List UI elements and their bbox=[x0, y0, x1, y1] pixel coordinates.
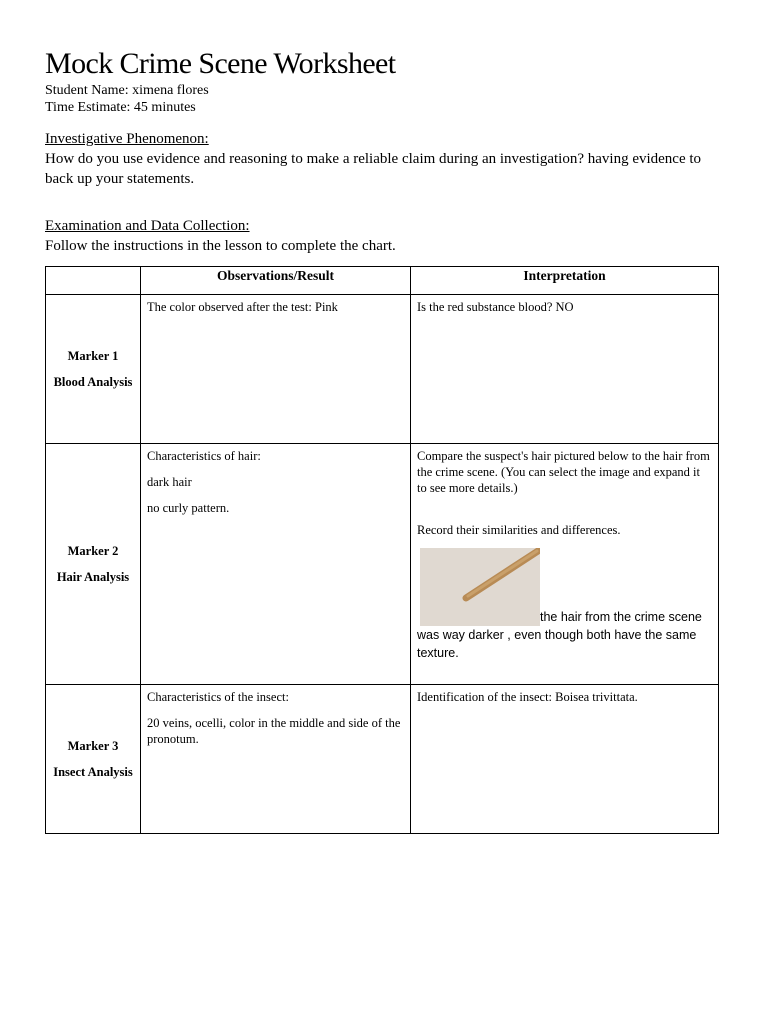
observation-cell[interactable] bbox=[141, 444, 411, 685]
interpretation-text: Is the red substance blood? NO bbox=[417, 300, 574, 314]
observation-cell[interactable] bbox=[141, 685, 411, 834]
interpretation-text: Record their similarities and differences. bbox=[417, 523, 621, 537]
observation-text: no curly pattern. bbox=[147, 501, 230, 515]
marker-label-cell bbox=[46, 295, 141, 444]
hair-comparison-answer: the hair from the crime scene was way darker , even though both have the same texture. bbox=[417, 610, 702, 660]
analysis-type: Insect Analysis bbox=[53, 765, 133, 779]
student-name: Student Name: ximena flores bbox=[45, 83, 209, 98]
marker-number: Marker 3 bbox=[67, 739, 119, 753]
marker-label-cell bbox=[46, 444, 141, 685]
observation-text: Characteristics of the insect: bbox=[147, 690, 289, 704]
observation-text: Characteristics of hair: bbox=[147, 449, 261, 463]
interpretation-text: Identification of the insect: Boisea trivittata. bbox=[417, 690, 638, 704]
table-row bbox=[46, 444, 719, 685]
analysis-type: Blood Analysis bbox=[53, 375, 133, 389]
examination-heading: Examination and Data Collection: bbox=[45, 218, 250, 234]
hair-answer-block bbox=[417, 548, 712, 662]
analysis-type: Hair Analysis bbox=[56, 570, 130, 584]
header-interpretation: Interpretation bbox=[411, 267, 719, 295]
phenomenon-text: How do you use evidence and reasoning to make a reliable claim during an investigation? having evidence to back up your statements. bbox=[45, 151, 702, 187]
table-row bbox=[46, 685, 719, 834]
observation-text: The color observed after the test: Pink bbox=[147, 300, 338, 314]
data-collection-table bbox=[45, 266, 719, 834]
interpretation-cell[interactable] bbox=[411, 444, 719, 685]
observation-text: dark hair bbox=[147, 475, 192, 489]
hair-sample-image[interactable] bbox=[420, 548, 540, 626]
interpretation-text: Compare the suspect's hair pictured below to the hair from the crime scene. (You can select the image and expand it to see more details.) bbox=[417, 449, 710, 495]
document-title: Mock Crime Scene Worksheet bbox=[45, 47, 396, 80]
marker-number: Marker 1 bbox=[67, 349, 119, 363]
header-blank bbox=[46, 267, 141, 295]
time-estimate: Time Estimate: 45 minutes bbox=[45, 100, 196, 115]
examination-instructions: Follow the instructions in the lesson to complete the chart. bbox=[45, 238, 396, 254]
header-observations: Observations/Result bbox=[141, 267, 411, 295]
table-row bbox=[46, 295, 719, 444]
table-header-row bbox=[46, 267, 719, 295]
worksheet-page bbox=[45, 46, 719, 834]
marker-number: Marker 2 bbox=[67, 544, 119, 558]
interpretation-cell[interactable] bbox=[411, 685, 719, 834]
marker-label-cell bbox=[46, 685, 141, 834]
observation-cell[interactable] bbox=[141, 295, 411, 444]
observation-text: 20 veins, ocelli, color in the middle and side of the pronotum. bbox=[147, 716, 401, 746]
phenomenon-heading: Investigative Phenomenon: bbox=[45, 131, 209, 147]
interpretation-cell[interactable] bbox=[411, 295, 719, 444]
